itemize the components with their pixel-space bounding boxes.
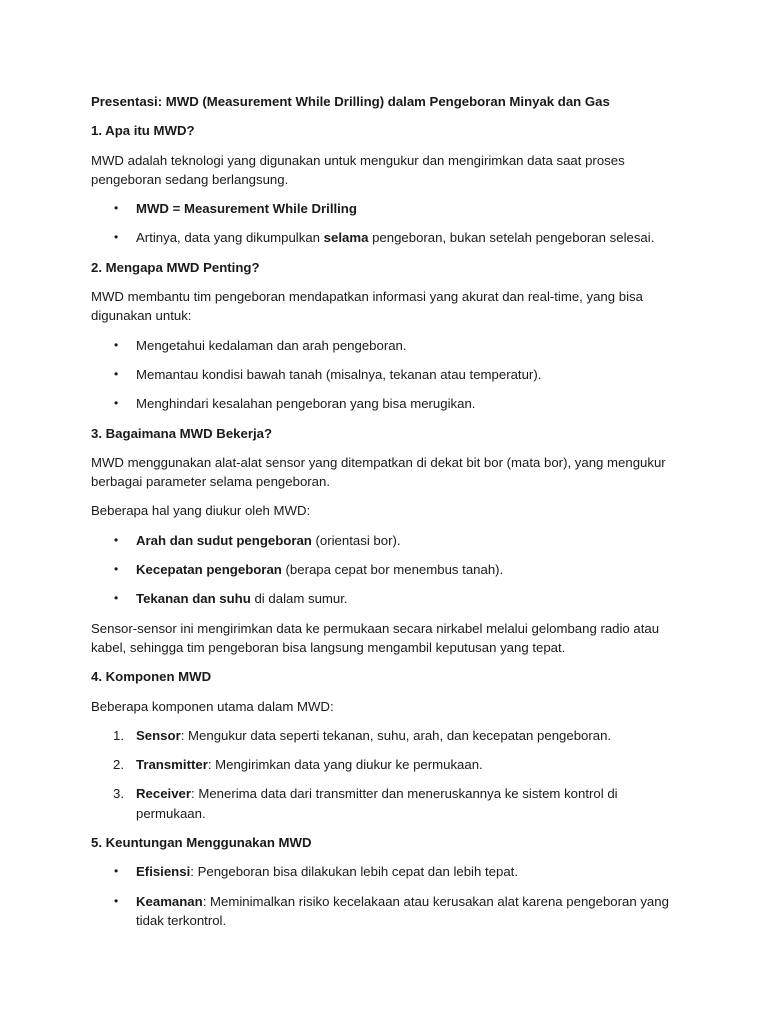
bold-text: Tekanan dan suhu <box>136 591 251 607</box>
list-item <box>91 228 686 247</box>
list-text: Memantau kondisi bawah tanah (misalnya, tekanan atau temperatur). <box>136 366 542 382</box>
list-item <box>91 336 686 355</box>
list-text: pengeboran, bukan setelah pengeboran selesai. <box>368 230 655 246</box>
bullet-icon: • <box>114 864 119 879</box>
section-heading-2: 2. Mengapa MWD Penting? <box>91 259 260 275</box>
section-1-intro: MWD adalah teknologi yang digunakan untuk mengukur dan mengirimkan data saat proses pengeboran sedang berlangsung. <box>91 152 625 187</box>
bullet-icon: • <box>114 337 119 352</box>
bullet-icon: • <box>114 396 119 411</box>
list-item <box>91 726 686 745</box>
bold-text: selama <box>323 230 369 246</box>
list-number: 3. <box>113 786 124 802</box>
section-3-intro-2: Beberapa hal yang diukur oleh MWD: <box>91 503 311 519</box>
list-item <box>91 892 686 931</box>
bold-text: Efisiensi <box>136 864 191 880</box>
section-heading-3: 3. Bagaimana MWD Bekerja? <box>91 425 273 441</box>
section-5-bullet-list <box>91 862 686 930</box>
bold-text: Kecepatan pengeboran <box>136 562 282 578</box>
section-4-numbered-list <box>91 726 686 823</box>
document-page <box>91 92 686 940</box>
document-title: Presentasi: MWD (Measurement While Drilling) dalam Pengeboran Minyak dan Gas <box>91 94 610 109</box>
bullet-icon: • <box>114 893 119 908</box>
list-item <box>91 365 686 384</box>
list-item <box>91 560 686 579</box>
list-item <box>91 531 686 550</box>
bold-text: Transmitter <box>136 757 208 773</box>
list-text: : Meminimalkan risiko kecelakaan atau kerusakan alat karena pengeboran yang tidak terkontrol. <box>136 893 669 928</box>
section-2-intro: MWD membantu tim pengeboran mendapatkan informasi yang akurat dan real-time, yang bisa digunakan untuk: <box>91 289 643 324</box>
section-1-bullet-list <box>91 199 686 248</box>
section-heading-5: 5. Keuntungan Menggunakan MWD <box>91 835 312 851</box>
list-item <box>91 589 686 608</box>
bullet-icon: • <box>114 532 119 547</box>
list-text: (orientasi bor). <box>311 532 401 548</box>
list-item <box>91 394 686 413</box>
section-4-intro: Beberapa komponen utama dalam MWD: <box>91 698 334 714</box>
list-item <box>91 784 686 823</box>
list-text: : Mengukur data seperti tekanan, suhu, arah, dan kecepatan pengeboran. <box>180 727 612 743</box>
section-3-intro: MWD menggunakan alat-alat sensor yang ditempatkan di dekat bit bor (mata bor), yang mengukur berbagai parameter selama pengeboran. <box>91 454 666 490</box>
bold-text: MWD = Measurement While Drilling <box>136 201 357 217</box>
list-text: Menghindari kesalahan pengeboran yang bisa merugikan. <box>136 396 476 412</box>
list-item <box>91 862 686 881</box>
section-3-outro: Sensor-sensor ini mengirimkan data ke permukaan secara nirkabel melalui gelombang radio atau kabel, sehingga tim pengeboran bisa langsung mengambil keputusan yang tepat. <box>91 620 660 655</box>
list-text: : Menerima data dari transmitter dan meneruskannya ke sistem kontrol di permukaan. <box>136 786 618 821</box>
bullet-icon: • <box>114 366 119 381</box>
section-3-bullet-list <box>91 531 686 609</box>
bold-text: Arah dan sudut pengeboran <box>136 532 312 548</box>
bold-text: Receiver <box>136 786 191 802</box>
list-text: (berapa cepat bor menembus tanah). <box>281 562 504 578</box>
bullet-icon: • <box>114 591 119 606</box>
list-text: : Pengeboran bisa dilakukan lebih cepat dan lebih tepat. <box>190 864 518 880</box>
section-2-bullet-list <box>91 336 686 414</box>
list-number: 2. <box>113 757 124 773</box>
bullet-icon: • <box>114 201 119 216</box>
bold-text: Keamanan <box>136 893 203 909</box>
list-text: Mengetahui kedalaman dan arah pengeboran. <box>136 337 407 353</box>
list-text: di dalam sumur. <box>250 591 348 607</box>
list-item <box>91 755 686 774</box>
bullet-icon: • <box>114 230 119 245</box>
section-heading-1: 1. Apa itu MWD? <box>91 123 195 139</box>
bold-text: Sensor <box>136 727 181 743</box>
list-text: : Mengirimkan data yang diukur ke permukaan. <box>207 757 483 773</box>
bullet-icon: • <box>114 562 119 577</box>
section-heading-4: 4. Komponen MWD <box>91 669 212 685</box>
list-item <box>91 199 686 218</box>
list-number: 1. <box>113 727 124 743</box>
list-text: Artinya, data yang dikumpulkan <box>136 230 324 246</box>
